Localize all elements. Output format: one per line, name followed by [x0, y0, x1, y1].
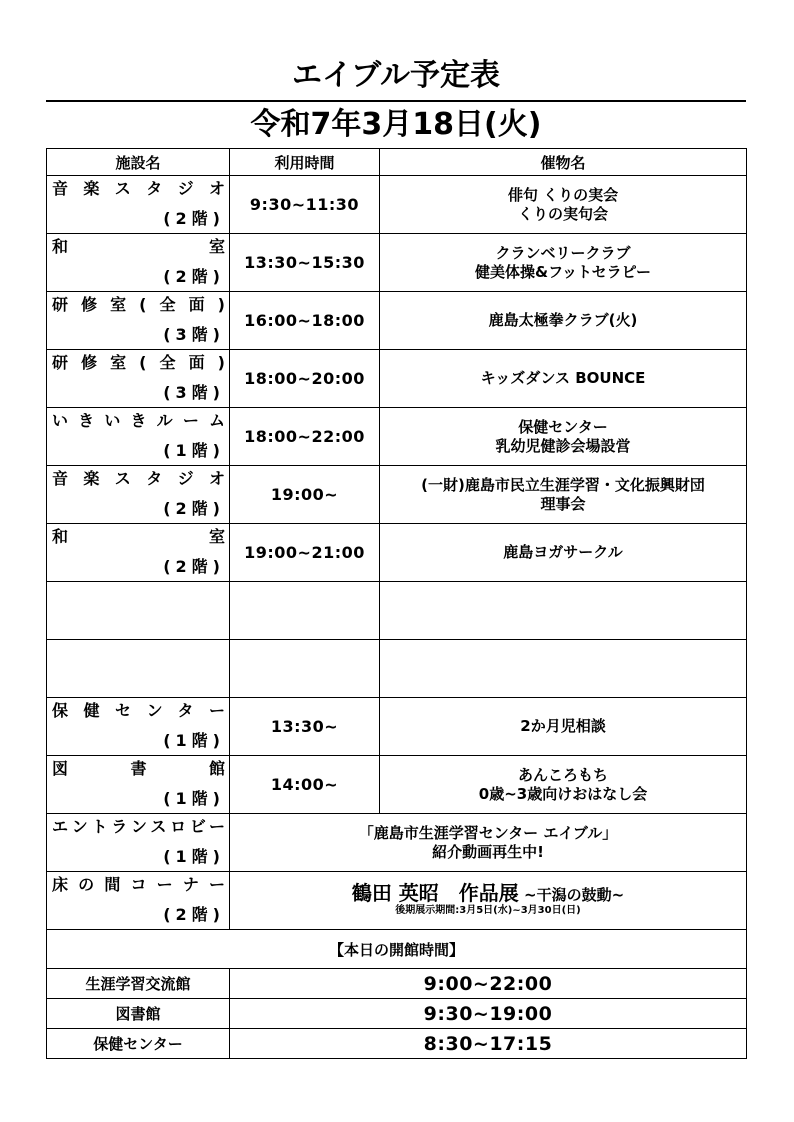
event-line: 保健センター: [518, 417, 608, 436]
event-cell: [380, 698, 747, 756]
facility-name: 保健センター: [52, 701, 226, 720]
event-cell: [380, 524, 747, 582]
facility-name: いきいきルーム: [52, 411, 226, 430]
table-row: [47, 408, 747, 466]
page-title: エイブル予定表: [292, 58, 500, 93]
facility-cell: [47, 872, 230, 930]
time-cell: 16:00~18:00: [230, 292, 380, 350]
facility-floor: (1階): [163, 731, 225, 750]
facility-floor: (2階): [163, 557, 225, 576]
facility-floor: (2階): [163, 905, 225, 924]
event-cell: [380, 582, 747, 640]
facility-cell: [47, 756, 230, 814]
facility-floor: (1階): [163, 789, 225, 808]
table-row: [47, 350, 747, 408]
hours-row: [47, 999, 747, 1029]
exhibition-subtitle: ~干潟の鼓動~: [524, 886, 625, 904]
time-cell: 13:30~15:30: [230, 234, 380, 292]
event-cell: [380, 466, 747, 524]
facility-name: エントランスロビー: [52, 817, 226, 836]
header-event: 催物名: [380, 149, 747, 176]
time-cell: 18:00~20:00: [230, 350, 380, 408]
hours-time: 8:30~17:15: [230, 1029, 747, 1059]
facility-name: 研修室(全面): [52, 295, 226, 314]
time-cell: [230, 582, 380, 640]
header-row: [47, 149, 747, 176]
hours-time: 9:00~22:00: [230, 969, 747, 999]
event-line: くりの実句会: [517, 204, 608, 223]
event-line: 0歳~3歳向けおはなし会: [478, 784, 648, 803]
hours-time: 9:30~19:00: [230, 999, 747, 1029]
event-line: 俳句 くりの実会: [507, 185, 619, 204]
time-cell: 18:00~22:00: [230, 408, 380, 466]
time-cell: 19:00~21:00: [230, 524, 380, 582]
time-cell: 9:30~11:30: [230, 176, 380, 234]
facility-floor: (3階): [163, 383, 225, 402]
event-line: 鹿島ヨガサークル: [503, 543, 623, 561]
facility-name: 和室: [52, 527, 226, 546]
event-cell: [380, 350, 747, 408]
time-cell: [230, 640, 380, 698]
facility-name: 床の間コーナー: [52, 875, 226, 894]
table-row: [47, 176, 747, 234]
facility-cell: [47, 350, 230, 408]
schedule-date: 令和7年3月18日(火): [250, 107, 542, 142]
schedule-table: [46, 148, 747, 1059]
exhibition-period: 後期展示期間:3月5日(水)~3月30日(日): [395, 905, 581, 916]
event-line: 理事会: [540, 494, 586, 513]
hours-facility: 保健センター: [47, 1029, 230, 1059]
facility-cell: [47, 408, 230, 466]
table-row: [47, 582, 747, 640]
hours-heading-row: [47, 930, 747, 969]
event-line: 乳幼児健診会場設営: [495, 436, 631, 455]
facility-name: 音楽スタジオ: [52, 469, 226, 488]
facility-cell: [47, 640, 230, 698]
table-row: [47, 698, 747, 756]
event-line: あんころもち: [517, 765, 608, 784]
event-cell: [380, 408, 747, 466]
title-underline: [46, 100, 746, 102]
facility-name: 和室: [52, 237, 226, 256]
tokonoma-row: [47, 872, 747, 930]
facility-cell: [47, 176, 230, 234]
hours-row: [47, 969, 747, 999]
event-cell: [380, 234, 747, 292]
table-row: [47, 756, 747, 814]
event-line: 2か月児相談: [520, 717, 606, 735]
hours-heading: 【本日の開館時間】: [47, 930, 747, 969]
event-cell: [380, 640, 747, 698]
facility-floor: (2階): [163, 267, 225, 286]
event-cell: [380, 756, 747, 814]
hours-facility: 生涯学習交流館: [47, 969, 230, 999]
event-cell: [380, 176, 747, 234]
facility-name: 図書館: [52, 759, 226, 778]
table-row: [47, 524, 747, 582]
entrance-line: 紹介動画再生中!: [432, 842, 544, 861]
facility-cell: [47, 524, 230, 582]
facility-name: 音楽スタジオ: [52, 179, 226, 198]
exhibition-cell: [230, 872, 747, 930]
time-cell: 13:30~: [230, 698, 380, 756]
event-line: 健美体操&フットセラピー: [475, 262, 651, 281]
facility-cell: [47, 466, 230, 524]
hours-facility: 図書館: [47, 999, 230, 1029]
facility-floor: (1階): [163, 441, 225, 460]
header-facility: 施設名: [47, 149, 230, 176]
facility-floor: (2階): [163, 499, 225, 518]
exhibition-title: 鶴田 英昭 作品展: [351, 881, 519, 905]
facility-cell: [47, 582, 230, 640]
facility-floor: (2階): [163, 209, 225, 228]
facility-cell: [47, 234, 230, 292]
table-row: [47, 234, 747, 292]
facility-cell: [47, 292, 230, 350]
entrance-line: 「鹿島市生涯学習センター エイブル」: [358, 823, 618, 842]
event-line: 鹿島太極拳クラブ(火): [488, 311, 638, 329]
time-cell: 19:00~: [230, 466, 380, 524]
facility-floor: (3階): [163, 325, 225, 344]
event-cell: [380, 292, 747, 350]
table-row: [47, 292, 747, 350]
table-row: [47, 640, 747, 698]
entrance-row: [47, 814, 747, 872]
event-line: (一財)鹿島市民立生涯学習・文化振興財団: [421, 475, 705, 494]
header-time: 利用時間: [230, 149, 380, 176]
facility-cell: [47, 814, 230, 872]
entrance-notice: [230, 814, 747, 872]
facility-floor: (1階): [163, 847, 225, 866]
hours-row: [47, 1029, 747, 1059]
table-row: [47, 466, 747, 524]
event-line: クランベリークラブ: [495, 243, 631, 262]
time-cell: 14:00~: [230, 756, 380, 814]
facility-cell: [47, 698, 230, 756]
event-line: キッズダンス BOUNCE: [480, 369, 646, 387]
facility-name: 研修室(全面): [52, 353, 226, 372]
